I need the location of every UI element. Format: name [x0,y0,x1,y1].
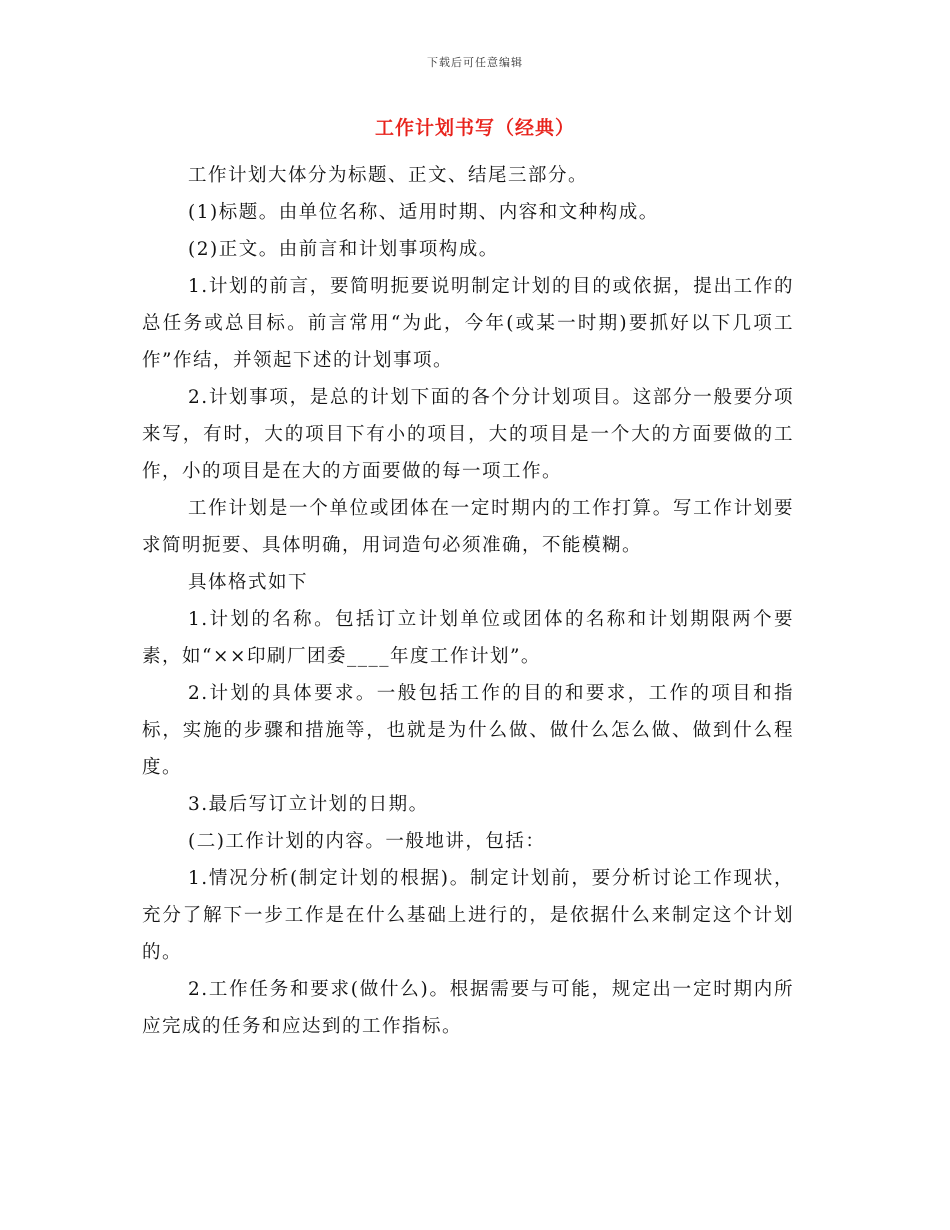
paragraph-body-section: (2)正文。由前言和计划事项构成。 [188,239,499,260]
paragraph-plan-items: 2.计划事项，是总的计划下面的各个分计划项目。这部分一般要分项来写，有时，大的项目下有小的项目，大的项目是一个大的方面要做的工作，小的项目是在大的方面要做的每一项工作。 [142,387,794,482]
paragraph-definition: 工作计划是一个单位或团体在一定时期内的工作打算。写工作计划要求简明扼要、具体明确，用词造句必须准确，不能模糊。 [142,498,794,556]
document-body [142,157,794,1045]
header-note: 下载后可任意编辑 [427,56,523,69]
paragraph-format-requirements: 2.计划的具体要求。一般包括工作的目的和要求，工作的项目和指标，实施的步骤和措施等，也就是为什么做、做什么怎么做、做到什么程度。 [142,683,794,778]
paragraph-content-analysis: 1.情况分析(制定计划的根据)。制定计划前，要分析讨论工作现状，充分了解下一步工作是在什么基础上进行的，是依据什么来制定这个计划的。 [142,868,794,963]
paragraph-content-tasks: 2.工作任务和要求(做什么)。根据需要与可能，规定出一定时期内所应完成的任务和应达到的工作指标。 [142,979,794,1037]
paragraph-format-heading: 具体格式如下 [188,572,309,593]
paragraph-title-section: (1)标题。由单位名称、适用时期、内容和文种构成。 [188,202,659,223]
paragraph-content-heading: (二)工作计划的内容。一般地讲，包括： [188,831,546,852]
paragraph-format-date: 3.最后写订立计划的日期。 [188,794,429,815]
paragraph-format-name: 1.计划的名称。包括订立计划单位或团体的名称和计划期限两个要素，如“××印刷厂团委____年度工作计划”。 [142,609,794,667]
document-title: 工作计划书写（经典） [374,117,575,139]
paragraph-preface: 1.计划的前言，要简明扼要说明制定计划的目的或依据，提出工作的总任务或总目标。前言常用“为此，今年(或某一时期)要抓好以下几项工作”作结，并领起下述的计划事项。 [142,276,794,371]
paragraph-intro: 工作计划大体分为标题、正文、结尾三部分。 [188,165,589,186]
